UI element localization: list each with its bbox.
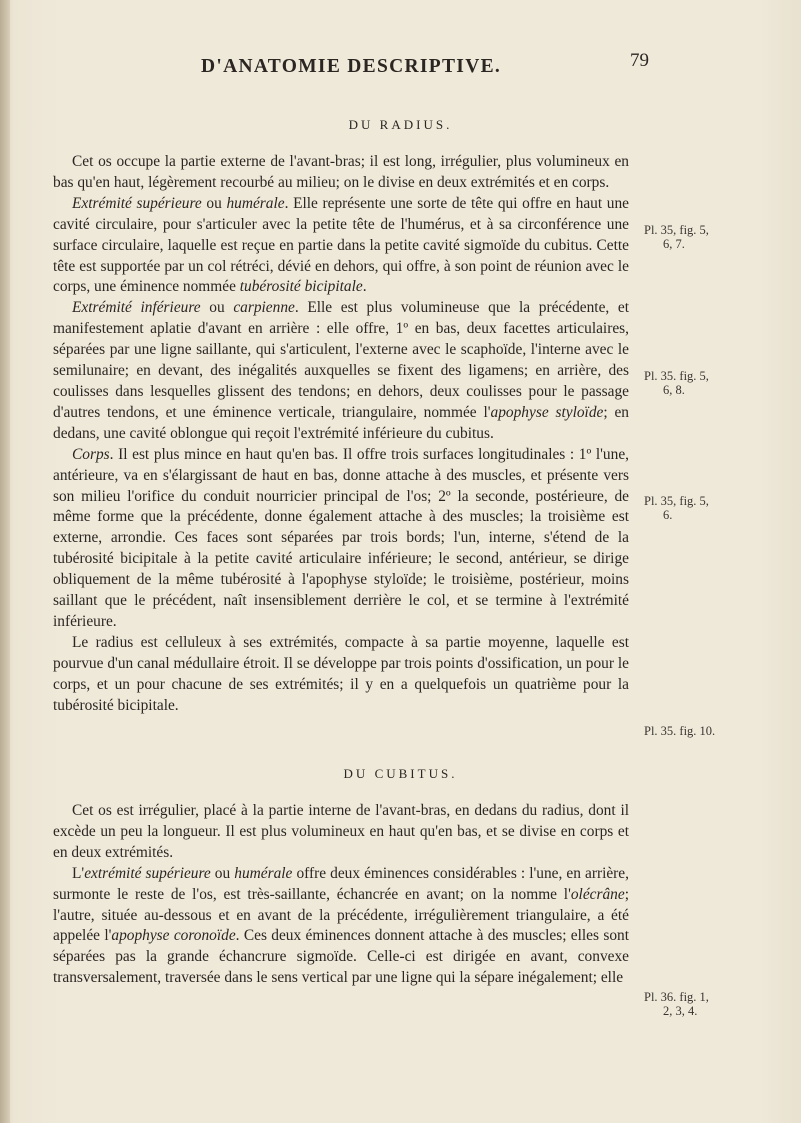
italic-term: Extrémité inférieure [72,299,201,317]
running-head-title: D'ANATOMIE DESCRIPTIVE. [201,56,502,77]
italic-term: olécrâne [570,885,625,903]
italic-term: apophyse coronoïde [111,927,236,945]
margin-note-line: Pl. 35. fig. 5, [644,369,709,383]
text-run: ; en dedans, une cavité oblongue qui reçoit l'extrémité inférieure du cubitus. [53,403,629,442]
italic-term: Corps [72,445,110,463]
margin-note-line: 6. [663,507,673,522]
margin-note-line: Pl. 35, fig. 5, [644,494,709,508]
text-run: L' [72,864,85,882]
paragraph [53,633,629,717]
text-run: ou [201,194,227,212]
text-run: offre deux éminences considérables : l'une, en arrière, surmonte le reste de l'os, est très-saillante, échancrée en avant; on la nomme l' [53,864,629,903]
margin-note [644,224,794,251]
text-run: Cet os occupe la partie externe de l'avant-bras; il est long, irrégulier, plus volumineux en bas qu'en haut, légèrement recourbé au milieu; on le divise en deux extrémités et en corps. [53,153,629,191]
margin-note [644,991,794,1018]
running-head [0,50,801,86]
margin-note-line: 6, 8. [663,382,685,397]
paragraph [53,801,629,864]
text-run: . Il est plus mince en haut qu'en bas. Il offre trois surfaces longitudinales : 1º l'une, antérieure, va en s'élargissant de haut en bas, donne attache à des muscles, et présente vers son milieu l'orifice du conduit nourricier principal de l'os; 2º la seconde, postérieure, de même forme que la précédente, donne également attache à des muscles; la troisième est externe, arrondie. Ces faces sont séparées par trois bords; l'un, interne, s'étend de la tubérosité bicipitale à la petite cavité articulaire inférieure; le second, antérieur, se dirige obliquement de la même tubérosité à l'apophyse styloïde; le troisième, postérieur, moins saillant que le précédent, naît insensiblement derrière le col, et se termine à l'extrémité inférieure. [53,445,629,630]
page-binding-shadow [0,0,10,1123]
paragraph [53,445,629,633]
margin-note-line: Pl. 35. fig. 10. [644,724,716,738]
margin-note-line: 2, 3, 4. [663,1003,698,1018]
section-heading-cubitus: DU CUBITUS. [343,766,458,781]
italic-term: extrémité supérieure [84,864,211,882]
section-body-cubitus [53,801,629,989]
italic-term: Extrémité supérieure [72,194,202,212]
margin-note-line: Pl. 35, fig. 5, [644,223,709,237]
text-run: ou [200,299,234,317]
italic-term: carpienne [233,299,295,317]
paragraph [53,298,629,444]
text-run: . [362,278,367,296]
margin-note [644,495,794,522]
text-run: ou [210,864,235,882]
section-body-radius [53,152,629,716]
italic-term: humérale [226,194,285,212]
italic-term: apophyse styloïde [490,403,604,421]
text-run: . Elle est plus volumineuse que la précédente, et manifestement aplatie d'avant en arrière : elle offre, 1º en bas, deux facettes articulaires, séparées par une ligne saillante, qui s'articulent, l'externe avec le scaphoïde, l'interne avec le semilunaire; en devant, des inégalités auxquelles se fixent des ligamens; en arrière, des coulisses dans lesquelles glissent des tendons; en dehors, deux coulisses pour le passage d'autres tendons, et une éminence verticale, triangulaire, nommée l' [53,299,630,421]
text-run: ; l'autre, située au-dessous et en avant de la précédente, irrégulièrement triangulaire, a été appelée l' [53,885,629,945]
text-run: Cet os est irrégulier, placé à la partie interne de l'avant-bras, en dedans du radius, dont il excède un peu la longueur. Il est plus volumineux en haut qu'en bas, et se divise en corps et en deux extrémités. [53,802,629,861]
margin-note [644,370,794,397]
paragraph [53,864,629,989]
margin-note-line: 6, 7. [663,236,685,251]
italic-term: humérale [234,864,293,882]
section-heading-radius: DU RADIUS. [348,117,453,132]
text-run: . Elle représente une sorte de tête qui offre en haut une cavité circulaire, pour s'articuler avec la petite tête de l'humérus, et à sa circonférence une surface circulaire, laquelle est reçue en partie dans la petite cavité sigmoïde du cubitus. Cette tête est supportée par un col rétréci, dévié en dehors, qui offre, à son point de réunion avec le corps, une éminence nommée [53,194,629,296]
page-number: 79 [630,50,649,71]
italic-term: tubérosité bicipitale [239,278,363,296]
paragraph [53,194,629,299]
margin-note-line: Pl. 36. fig. 1, [644,990,709,1004]
margin-note [644,725,794,739]
text-run: Le radius est celluleux à ses extrémités, compacte à sa partie moyenne, laquelle est pourvue d'un canal médullaire étroit. Il se développe par trois points d'ossification, un pour le corps, et un pour chacune de ses extrémités; il y en a quelquefois un quatrième pour la tubérosité bicipitale. [53,633,629,714]
paragraph [53,152,629,194]
text-run: . Ces deux éminences donnent attache à des muscles; elles sont séparées pas la grande échancrure sigmoïde. Celle-ci est dirigée en avant, convexe transversalement, traversée dans le sens vertical par une ligne qui la sépare inégalement; elle [53,927,629,987]
